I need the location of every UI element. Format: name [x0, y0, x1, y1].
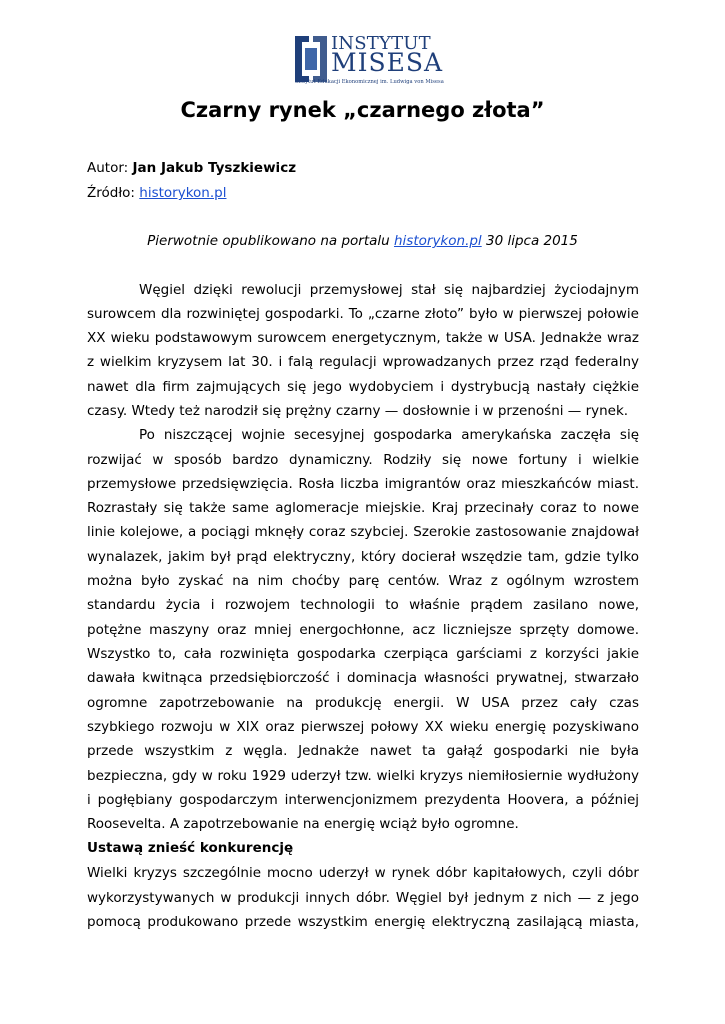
paragraph-2-line: ogromne zapotrzebowanie na produkcję energii. W USA przez cały czas	[87, 695, 639, 711]
paragraph-1-line: z wielkim kryzysem lat 30. i falą regulacji wprowadzanych przez rząd federalny	[87, 354, 639, 370]
paragraph-2-line: i pogłębiany gospodarczym interwencjonizmem prezydenta Hoovera, a później	[87, 792, 639, 808]
section-heading: Ustawą znieść konkurencję	[87, 840, 294, 856]
paragraph-2-line: rozwijać w sposób bardzo dynamiczny. Rodziły się nowe fortuny i wielkie	[87, 452, 639, 468]
logo-emblem-icon	[293, 34, 329, 84]
author-line	[87, 160, 296, 176]
original-note-before: Pierwotnie opublikowano na portalu	[147, 233, 394, 249]
paragraph-1-line: nawet dla firm zajmujących się jego wydobyciem i dystrybucją nastały ciężkie	[87, 379, 639, 395]
paragraph-1-line: XX wieku podstawowym surowcem energetycznym, także w USA. Jednakże wraz	[87, 330, 639, 346]
paragraph-2-line: Po niszczącej wojnie secesyjnej gospodarka amerykańska zaczęła się	[139, 427, 639, 443]
paragraph-2-line: przemysłowe przedsięwzięcia. Rosła liczba imigrantów oraz mieszkańców miast.	[87, 476, 639, 492]
logo-text-instytut: INSTYTUT	[331, 33, 431, 54]
paragraph-3-line: wykorzystywanych w produkcji innych dóbr. Węgiel był jednym z nich — z jego	[87, 890, 639, 906]
paragraph-2-line: bezpieczna, gdy w roku 1929 uderzył tzw. wielki kryzys niemiłosiernie wydłużony	[87, 768, 639, 784]
source-label: Źródło:	[87, 185, 140, 201]
original-publication-note	[0, 233, 725, 249]
source-link[interactable]: historykon.pl	[139, 185, 227, 201]
document-title: Czarny rynek „czarnego złota”	[180, 98, 545, 122]
author-name: Jan Jakub Tyszkiewicz	[132, 160, 297, 176]
paragraph-2-line: Roosevelta. A zapotrzebowanie na energię wciąż było ogromne.	[87, 816, 519, 832]
paragraph-2-line: potężne maszyny oraz mniej energochłonne, acz liczniejsze sprzęty domowe.	[87, 622, 639, 638]
paragraph-1-line: czasy. Wtedy też narodził się prężny czarny — dosłownie i w przenośni — rynek.	[87, 403, 629, 419]
paragraph-2-line: standardu życia i rozwojem technologii to właśnie prądem zasilano nowe,	[87, 597, 639, 613]
original-note-after: 30 lipca 2015	[481, 233, 578, 249]
author-label: Autor:	[87, 160, 133, 176]
paragraph-2-line: wynalazek, jakim był prąd elektryczny, który docierał wszędzie tam, gdzie tylko	[87, 549, 639, 565]
paragraph-2-line: linie kolejowe, a pociągi mknęły coraz szybciej. Szerokie zastosowanie znajdował	[87, 524, 639, 540]
original-source-link[interactable]: historykon.pl	[394, 233, 482, 249]
paragraph-2-line: dawała kwitnąca przedsiębiorczość i dominacja własności prywatnej, stwarzało	[87, 670, 639, 686]
paragraph-3-line: pomocą produkowano przede wszystkim energię elektryczną zasilającą miasta,	[87, 914, 639, 930]
paragraph-1-line: surowcem dla rozwiniętej gospodarki. To „czarne złoto” było w pierwszej połowie	[87, 306, 639, 322]
paragraph-2-line: Wszystko to, cała rozwinięta gospodarka czerpiąca garściami z korzyści jakie	[87, 646, 639, 662]
source-line	[87, 185, 226, 201]
paragraph-2-line: Rozrastały się także same aglomeracje miejskie. Kraj przecinały coraz to nowe	[87, 500, 639, 516]
paragraph-2-line: można było zyskać na nim choćby parę centów. Wraz z ogólnym wzrostem	[87, 573, 639, 589]
paragraph-3-line: Wielki kryzys szczególnie mocno uderzył w rynek dóbr kapitałowych, czyli dóbr	[87, 865, 639, 881]
paragraph-2-line: szybkiego rozwoju w XIX oraz pierwszej połowy XX wieku energię pozyskiwano	[87, 719, 639, 735]
instytut-misesa-logo	[293, 32, 444, 90]
logo-subtitle: Instytut Edukacji Ekonomicznej im. Ludwiga von Misesa	[295, 79, 444, 85]
logo-text-misesa: MISESA	[331, 48, 444, 77]
paragraph-2-line: przede wszystkim z węgla. Jednakże nawet ta gałąź gospodarki nie była	[87, 743, 639, 759]
paragraph-1-line: Węgiel dzięki rewolucji przemysłowej stał się najbardziej życiodajnym	[139, 282, 639, 298]
